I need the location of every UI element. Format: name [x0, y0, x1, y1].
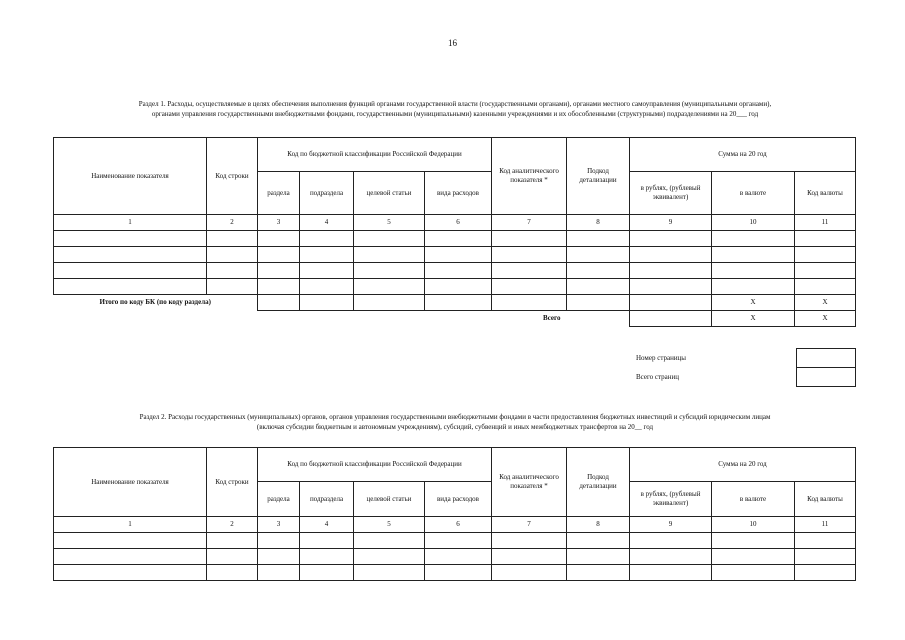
table-cell[interactable] — [567, 279, 630, 295]
col-header-sum-for: Сумма на 20 год — [630, 448, 856, 482]
table-cell[interactable] — [795, 263, 856, 279]
table-cell[interactable] — [258, 247, 300, 263]
column-number: 11 — [795, 517, 856, 533]
table-cell[interactable] — [258, 549, 300, 565]
column-number: 8 — [567, 215, 630, 231]
table-row — [54, 533, 856, 549]
table-cell[interactable] — [795, 565, 856, 581]
section2-heading — [55, 412, 855, 432]
table-cell[interactable] — [795, 247, 856, 263]
column-number: 11 — [795, 215, 856, 231]
table-cell[interactable] — [492, 295, 567, 311]
table-cell[interactable] — [567, 247, 630, 263]
table-cell[interactable] — [354, 247, 425, 263]
col-header-row-code: Код строки — [207, 448, 258, 517]
col-header-analytic-code: Код аналитического показателя * — [492, 138, 567, 215]
pagination-block — [636, 348, 856, 387]
table-cell[interactable] — [300, 295, 354, 311]
table-cell[interactable] — [492, 247, 567, 263]
table-cell[interactable] — [492, 565, 567, 581]
table-cell[interactable] — [300, 565, 354, 581]
table-cell[interactable] — [630, 311, 712, 327]
table-cell[interactable] — [300, 279, 354, 295]
table-cell[interactable] — [207, 565, 258, 581]
table-cell[interactable] — [258, 533, 300, 549]
column-number: 6 — [425, 215, 492, 231]
section2-heading-line1: Раздел 2. Расходы государственных (муниципальных) органов, органов управления государственными внебюджетными фондами в части предоставления бюджетных инвестиций и субсидий юридическим лицам — [139, 413, 771, 421]
table-cell[interactable] — [492, 231, 567, 247]
section1-heading-line2: органами управления государственными внебюджетными фондами, государственными (муниципальными) казенными учреждениями и их обособленными (структурными) подразделениями на 20___ год — [151, 110, 759, 118]
table-cell[interactable] — [300, 231, 354, 247]
column-number: 7 — [492, 517, 567, 533]
table-cell[interactable] — [425, 549, 492, 565]
table-cell[interactable] — [258, 263, 300, 279]
table-cell[interactable] — [258, 231, 300, 247]
col-header-in-currency: в валюте — [712, 172, 795, 215]
table-cell[interactable] — [712, 533, 795, 549]
table-cell[interactable] — [54, 247, 207, 263]
table-cell[interactable] — [712, 263, 795, 279]
table-cell[interactable] — [425, 247, 492, 263]
col-header-target-article: целевой статьи — [354, 482, 425, 517]
table-cell[interactable] — [207, 533, 258, 549]
grand-total-label: Всего — [543, 314, 561, 323]
page-number-field[interactable] — [796, 349, 855, 368]
table-cell[interactable] — [54, 533, 207, 549]
col-header-subsection: подраздела — [300, 172, 354, 215]
table-cell[interactable] — [300, 533, 354, 549]
col-header-in-currency: в валюте — [712, 482, 795, 517]
table-cell[interactable] — [795, 549, 856, 565]
table-cell[interactable] — [712, 247, 795, 263]
column-number: 5 — [354, 215, 425, 231]
table-cell[interactable] — [630, 247, 712, 263]
table-cell[interactable] — [54, 565, 207, 581]
table-cell[interactable] — [492, 263, 567, 279]
column-number: 2 — [207, 517, 258, 533]
total-pages-label: Всего страниц — [636, 373, 680, 381]
table-cell[interactable] — [567, 549, 630, 565]
table-cell[interactable] — [712, 549, 795, 565]
column-number: 1 — [54, 215, 207, 231]
table-row — [54, 263, 856, 279]
table-cell[interactable] — [795, 279, 856, 295]
column-number: 10 — [712, 517, 795, 533]
column-number-row — [54, 215, 856, 231]
column-number: 1 — [54, 517, 207, 533]
table-cell[interactable] — [630, 263, 712, 279]
page-number: 16 — [448, 38, 457, 48]
col-header-expense-type: вида расходов — [425, 482, 492, 517]
col-header-target-article: целевой статьи — [354, 172, 425, 215]
column-number: 3 — [258, 215, 300, 231]
column-number-row — [54, 517, 856, 533]
section2-heading-line2: (включая субсидии бюджетным и автономным учреждениям), субсидий, субвенций и иных межбюджетных трансфертов на 20__ год — [256, 423, 654, 431]
col-header-indicator-name: Наименование показателя — [54, 138, 207, 215]
section1-heading — [55, 99, 855, 119]
table-cell[interactable] — [354, 533, 425, 549]
col-header-indicator-name: Наименование показателя — [54, 448, 207, 517]
col-header-in-rubles: в рублях, (рублевый эквивалент) — [630, 172, 712, 215]
table-cell[interactable] — [630, 533, 712, 549]
col-header-sum-for: Сумма на 20 год — [630, 138, 856, 172]
column-number: 3 — [258, 517, 300, 533]
table-cell[interactable] — [425, 295, 492, 311]
table-cell[interactable] — [567, 565, 630, 581]
table-row — [54, 279, 856, 295]
total-pages-field[interactable] — [796, 368, 855, 387]
table-cell[interactable] — [258, 279, 300, 295]
table-cell[interactable] — [354, 549, 425, 565]
x-mark: X — [712, 311, 795, 327]
section1-heading-line1: Раздел 1. Расходы, осуществляемые в целях обеспечения выполнения функций органами государственной власти (государственными органами), органами местного самоуправления (муниципальными органами), — [138, 100, 772, 108]
table-row — [54, 231, 856, 247]
col-header-section: раздела — [258, 172, 300, 215]
column-number: 10 — [712, 215, 795, 231]
table-cell[interactable] — [354, 295, 425, 311]
table-cell[interactable] — [492, 279, 567, 295]
column-number: 2 — [207, 215, 258, 231]
column-number: 6 — [425, 517, 492, 533]
x-mark: X — [795, 311, 856, 327]
col-header-subsection: подраздела — [300, 482, 354, 517]
table-cell[interactable] — [207, 549, 258, 565]
table-cell[interactable] — [354, 263, 425, 279]
table-cell[interactable] — [207, 231, 258, 247]
table-cell[interactable] — [492, 549, 567, 565]
table-cell[interactable] — [630, 279, 712, 295]
table-cell[interactable] — [630, 565, 712, 581]
table-cell[interactable] — [425, 533, 492, 549]
table-row — [54, 565, 856, 581]
grand-total-row — [54, 311, 856, 327]
column-number: 5 — [354, 517, 425, 533]
table-cell[interactable] — [712, 279, 795, 295]
table-row — [54, 247, 856, 263]
table-cell[interactable] — [425, 263, 492, 279]
table-cell[interactable] — [354, 279, 425, 295]
table-cell[interactable] — [300, 263, 354, 279]
column-number: 8 — [567, 517, 630, 533]
table-cell[interactable] — [207, 279, 258, 295]
table-cell[interactable] — [567, 263, 630, 279]
col-header-currency-code: Код валюты — [795, 482, 856, 517]
bk-total-label: Итого по коду БК (по коду раздела) — [99, 298, 211, 307]
page-number-label: Номер страницы — [636, 354, 687, 362]
bk-total-row — [54, 295, 856, 311]
table-cell[interactable] — [567, 533, 630, 549]
col-header-in-rubles: в рублях, (рублевый эквивалент) — [630, 482, 712, 517]
table-cell[interactable] — [300, 549, 354, 565]
col-header-bk-code: Код по бюджетной классификации Российской Федерации — [258, 448, 492, 482]
section2-table — [53, 447, 856, 581]
col-header-expense-type: вида расходов — [425, 172, 492, 215]
col-header-detail-subcode: Подкод детализации — [567, 448, 630, 517]
table-cell[interactable] — [258, 295, 300, 311]
column-number: 9 — [630, 517, 712, 533]
table-cell[interactable] — [54, 263, 207, 279]
table-cell[interactable] — [54, 279, 207, 295]
col-header-currency-code: Код валюты — [795, 172, 856, 215]
col-header-detail-subcode: Подкод детализации — [567, 138, 630, 215]
table-cell[interactable] — [712, 565, 795, 581]
table-cell[interactable] — [795, 231, 856, 247]
table-cell[interactable] — [207, 247, 258, 263]
table-cell[interactable] — [425, 279, 492, 295]
table-cell[interactable] — [567, 231, 630, 247]
column-number: 4 — [300, 517, 354, 533]
table-cell[interactable] — [300, 247, 354, 263]
table-cell[interactable] — [630, 231, 712, 247]
table-cell[interactable] — [492, 533, 567, 549]
column-number: 7 — [492, 215, 567, 231]
col-header-bk-code: Код по бюджетной классификации Российской Федерации — [258, 138, 492, 172]
table-cell[interactable] — [258, 565, 300, 581]
table-cell[interactable] — [54, 549, 207, 565]
table-cell[interactable] — [207, 263, 258, 279]
table-cell[interactable] — [630, 295, 712, 311]
table-cell[interactable] — [354, 565, 425, 581]
table-cell[interactable] — [425, 565, 492, 581]
x-mark: X — [795, 295, 856, 311]
col-header-section: раздела — [258, 482, 300, 517]
section1-table — [53, 137, 856, 327]
table-cell[interactable] — [354, 231, 425, 247]
table-cell[interactable] — [630, 549, 712, 565]
table-cell[interactable] — [54, 231, 207, 247]
column-number: 9 — [630, 215, 712, 231]
table-row — [54, 549, 856, 565]
table-cell[interactable] — [712, 231, 795, 247]
x-mark: X — [712, 295, 795, 311]
table-cell[interactable] — [795, 533, 856, 549]
col-header-row-code: Код строки — [207, 138, 258, 215]
col-header-analytic-code: Код аналитического показателя * — [492, 448, 567, 517]
table-cell[interactable] — [425, 231, 492, 247]
column-number: 4 — [300, 215, 354, 231]
table-cell[interactable] — [567, 295, 630, 311]
